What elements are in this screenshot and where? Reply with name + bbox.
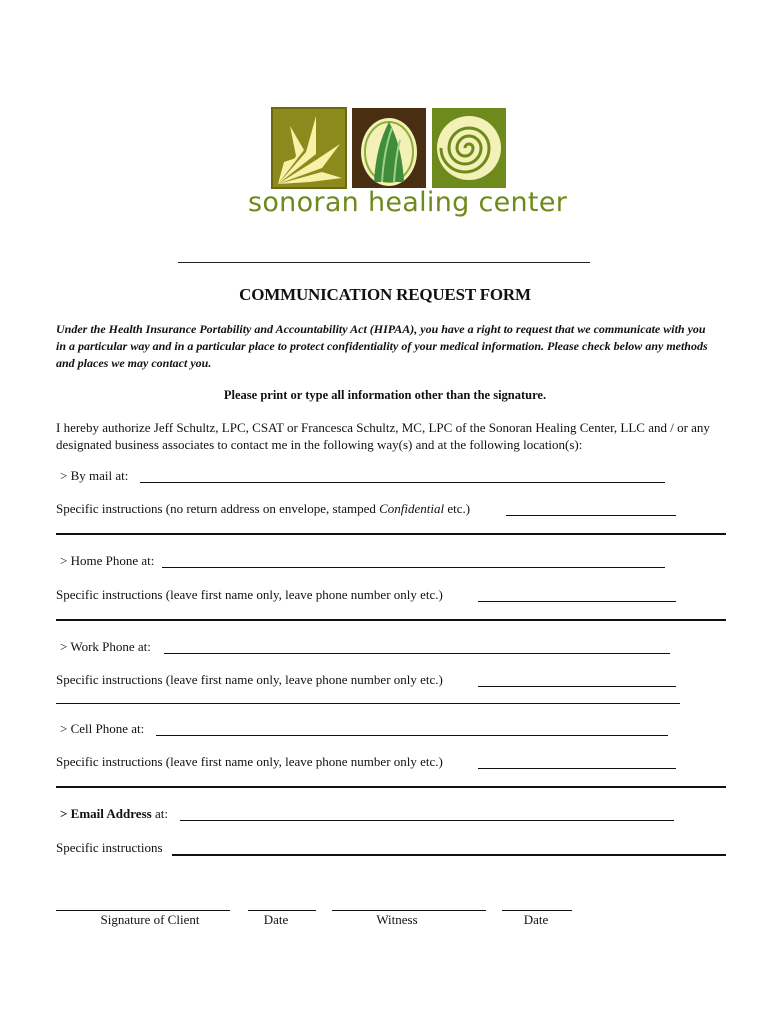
date1-label: Date <box>263 912 289 927</box>
home-phone-label: > Home Phone at: <box>60 553 155 568</box>
logo-wordmark: sonoran healing center <box>248 187 568 218</box>
mail-instructions-label <box>56 501 470 517</box>
home-instructions-label: Specific instructions (leave first name only, leave phone number only etc.) <box>56 587 443 602</box>
sun-tile-icon <box>272 108 346 188</box>
email-label-bold: > Email Address <box>60 806 152 821</box>
client-signature-input[interactable] <box>56 910 230 911</box>
cell-phone-label: > Cell Phone at: <box>60 721 145 736</box>
mail-instructions-input[interactable] <box>506 515 676 516</box>
print-note: Please print or type all information other than the signature. <box>223 388 547 402</box>
form-title: COMMUNICATION REQUEST FORM <box>239 285 531 304</box>
email-instructions-input[interactable] <box>172 854 726 856</box>
mail-address-input[interactable] <box>140 482 665 483</box>
spiral-tile-icon <box>432 108 506 188</box>
date1-input[interactable] <box>248 910 316 911</box>
cell-instructions-label: Specific instructions (leave first name only, leave phone number only etc.) <box>56 754 443 769</box>
email-address-input[interactable] <box>180 820 674 821</box>
cell-instructions-line-2[interactable] <box>56 786 726 788</box>
sonoran-healing-center-logo <box>270 106 540 191</box>
work-instructions-line-2[interactable] <box>56 703 680 704</box>
header-divider <box>178 262 590 263</box>
date2-label: Date <box>523 912 549 927</box>
email-instructions-label: Specific instructions <box>56 840 163 855</box>
mail-instructions-emphasis: Confidential <box>379 501 445 516</box>
email-label-rest: at: <box>151 806 168 821</box>
mail-label: > By mail at: <box>60 468 129 483</box>
mail-field-label <box>60 468 128 484</box>
mail-instructions-suffix: etc.) <box>444 501 471 516</box>
witness-label: Witness <box>376 912 418 927</box>
home-instructions-line-2[interactable] <box>56 619 726 621</box>
authorization-statement: I hereby authorize Jeff Schultz, LPC, CSAT or Francesca Schultz, MC, LPC of the Sonoran Healing Center, LLC and / or any designated business associates to contact me in the following way(s) and at the following location(s): <box>56 420 710 452</box>
date2-input[interactable] <box>502 910 572 911</box>
witness-input[interactable] <box>332 910 486 911</box>
cactus-tile-icon <box>352 108 426 188</box>
work-phone-input[interactable] <box>164 653 670 654</box>
work-instructions-input[interactable] <box>478 686 676 687</box>
email-field-label <box>60 806 168 822</box>
hipaa-intro: Under the Health Insurance Portability and Accountability Act (HIPAA), you have a right to request that we communicate with you in a particular way and in a particular place to protect confidentiality of your medical information. Please check below any methods and places we may contact you. <box>56 322 708 370</box>
work-instructions-label: Specific instructions (leave first name only, leave phone number only etc.) <box>56 672 443 687</box>
cell-instructions-input[interactable] <box>478 768 676 769</box>
mail-instructions-line-2[interactable] <box>56 533 726 535</box>
cell-phone-input[interactable] <box>156 735 668 736</box>
home-instructions-input[interactable] <box>478 601 676 602</box>
home-phone-input[interactable] <box>162 567 665 568</box>
client-signature-label: Signature of Client <box>100 912 200 927</box>
mail-instructions-text: Specific instructions (no return address on envelope, stamped <box>56 501 380 516</box>
work-phone-label: > Work Phone at: <box>60 639 151 654</box>
